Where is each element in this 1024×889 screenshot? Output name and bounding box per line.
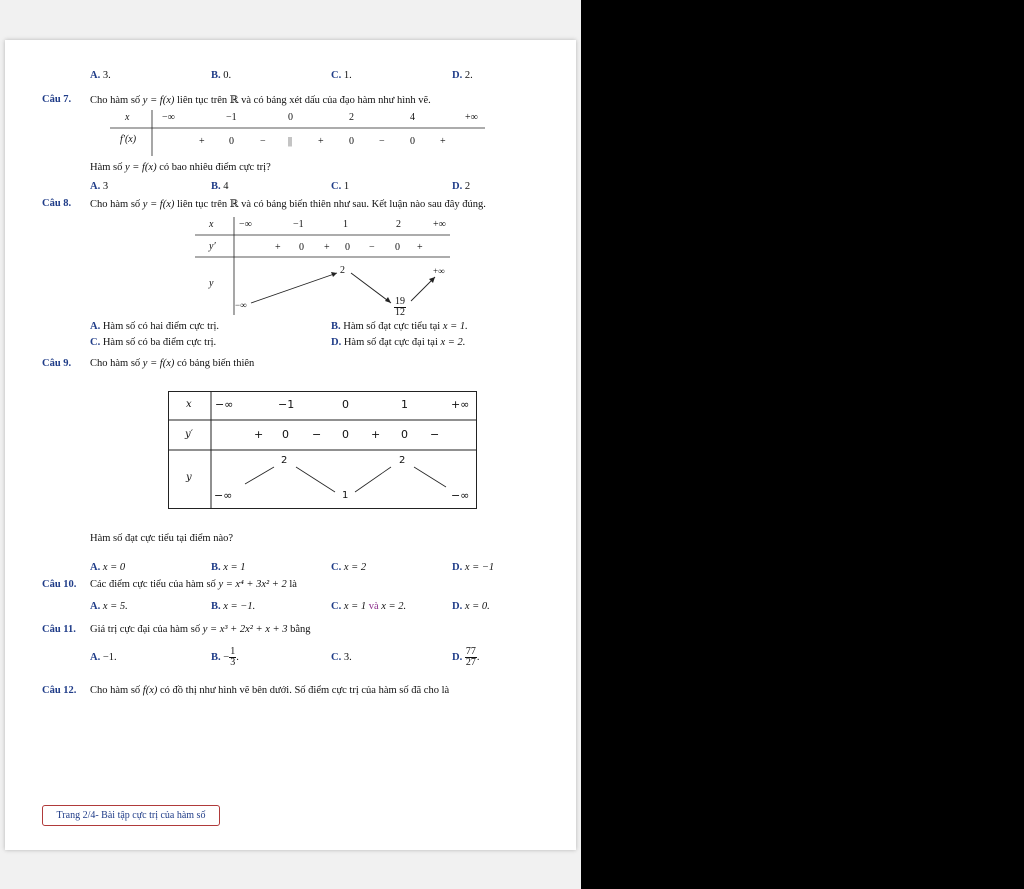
q9-sign: + [371,428,381,441]
q11-answer-b: B. − $\frac{1}{3}$ . [211,646,239,669]
q9-answer-b: B. x = 1 [211,562,246,573]
q11-answer-a: A. −1. [90,652,117,663]
q7-sign: + [318,136,324,147]
q8-x-val: −1 [293,219,304,230]
q8-answer-b: B. Hàm số đạt cực tiểu tại x = 1. [331,321,468,332]
q7-question: Hàm số y = f(x) có bao nhiêu điểm cực trị? [90,162,271,173]
q9-x-val: 1 [401,398,408,411]
q9-text: Cho hàm số y = f(x) có bảng biến thiên [90,358,255,369]
q9-x-val: −1 [278,398,295,411]
q9-sign: − [430,428,440,441]
document-page [5,40,576,850]
q7-sign: − [260,136,266,147]
q9-label: Câu 9. [42,358,72,369]
q10-label: Câu 10. [42,579,77,590]
q6-answer-c: C. 1. [331,70,352,81]
q8-sign: + [275,242,281,253]
q9-sign: 0 [282,428,289,441]
q9-answer-d: D. x = −1 [452,562,495,573]
q9-answer-c: C. x = 2 [331,562,367,573]
q8-y-label: y [209,278,214,289]
q7-label: Câu 7. [42,94,72,105]
q8-sign: + [417,242,423,253]
q7-answer-b: B. 4 [211,181,229,192]
q12-label: Câu 12. [42,685,77,696]
q9-y-max2: 2 [399,455,406,466]
q9-x-val: 0 [342,398,349,411]
q8-x-label: x [209,219,214,230]
q7-sign: || [288,136,293,147]
q10-answer-a: A. x = 5. [90,601,128,612]
q8-x-val: 2 [396,219,401,230]
black-background [581,0,1024,889]
q8-answer-c: C. Hàm số có ba điểm cực trị. [90,337,217,348]
q9-y-label: y [186,472,192,483]
q7-sign: − [379,136,385,147]
q7-text: Cho hàm số y = f(x) liên tục trên ℝ và có bảng xét dấu của đạo hàm như hình vẽ. [90,94,431,106]
q9-variation-table [168,391,478,509]
q11-answer-c: C. 3. [331,652,352,663]
q9-sign: − [312,428,322,441]
q7-answer-c: C. 1 [331,181,350,192]
q8-sign: − [369,242,375,253]
q8-variation-table [195,215,455,320]
q7-x-val: 2 [349,112,354,123]
q8-x-val: −∞ [239,219,252,230]
q10-text: Các điểm cực tiểu của hàm số y = x⁴ + 3x² + 2 là [90,579,297,590]
q11-answer-d: D. $\frac{77}{27}$ . [452,646,480,669]
q9-y-right: −∞ [451,489,470,502]
q7-x-val: −1 [226,112,237,123]
q8-y-min-fraction: $\frac{19}{12}$ [395,296,405,318]
q9-sign: 0 [342,428,349,441]
q7-sign: + [440,136,446,147]
q7-sign: + [199,136,205,147]
q7-sign-table [110,108,485,158]
q8-answer-a: A. Hàm số có hai điểm cực trị. [90,321,220,332]
q10-answer-c: C. x = 1 và x = 2. [331,601,407,612]
q9-x-val: +∞ [451,398,470,411]
q7-answer-a: A. 3 [90,181,109,192]
q9-yprime-label: y′ [185,429,193,440]
q7-x-val: +∞ [465,112,478,123]
q7-x-label: x [125,112,130,123]
q9-answer-a: A. x = 0 [90,562,126,573]
q6-answer-a: A. 3. [90,70,111,81]
q9-y-min: 1 [342,490,349,501]
q8-y-max: 2 [340,265,345,276]
q7-sign: 0 [229,136,234,147]
q9-x-label: x [186,399,192,410]
q7-fprime-label: f′(x) [120,134,137,145]
q9-y-max1: 2 [281,455,288,466]
q7-x-val: 0 [288,112,293,123]
q9-sign: + [254,428,264,441]
q8-sign: 0 [395,242,400,253]
q8-answer-d: D. Hàm số đạt cực đại tại x = 2. [331,337,466,348]
q8-x-val: 1 [343,219,348,230]
q8-label: Câu 8. [42,198,72,209]
q11-label: Câu 11. [42,624,76,635]
q8-y-minus-inf: −∞ [235,300,247,310]
q8-sign: + [324,242,330,253]
q9-question: Hàm số đạt cực tiểu tại điểm nào? [90,533,234,544]
q9-sign: 0 [401,428,408,441]
q8-table-lines [195,215,455,320]
q12-text: Cho hàm số f(x) có đồ thị như hình vẽ bên dưới. Số điểm cực trị của hàm số đã cho là [90,685,450,696]
q7-sign: 0 [349,136,354,147]
q6-answer-b: B. 0. [211,70,232,81]
page-footer: Trang 2/4- Bài tập cực trị của hàm số [42,805,220,826]
q7-answer-d: D. 2 [452,181,471,192]
q8-text: Cho hàm số y = f(x) liên tục trên ℝ và có bảng biến thiên như sau. Kết luận nào sau đây đúng. [90,198,486,210]
q8-sign: 0 [299,242,304,253]
q7-x-val: 4 [410,112,415,123]
q8-x-val: +∞ [433,219,446,230]
q9-x-val: −∞ [215,398,234,411]
q10-answer-d: D. x = 0. [452,601,490,612]
q10-answer-b: B. x = −1. [211,601,256,612]
q11-text: Giá trị cực đại của hàm số y = x³ + 2x² + x + 3 bằng [90,624,311,635]
q6-answer-d: D. 2. [452,70,473,81]
q8-y-plus-inf: +∞ [433,266,445,276]
q8-yprime-label: y′ [209,241,216,252]
q8-sign: 0 [345,242,350,253]
q7-sign: 0 [410,136,415,147]
q7-x-val: −∞ [162,112,175,123]
q9-y-left: −∞ [214,489,233,502]
